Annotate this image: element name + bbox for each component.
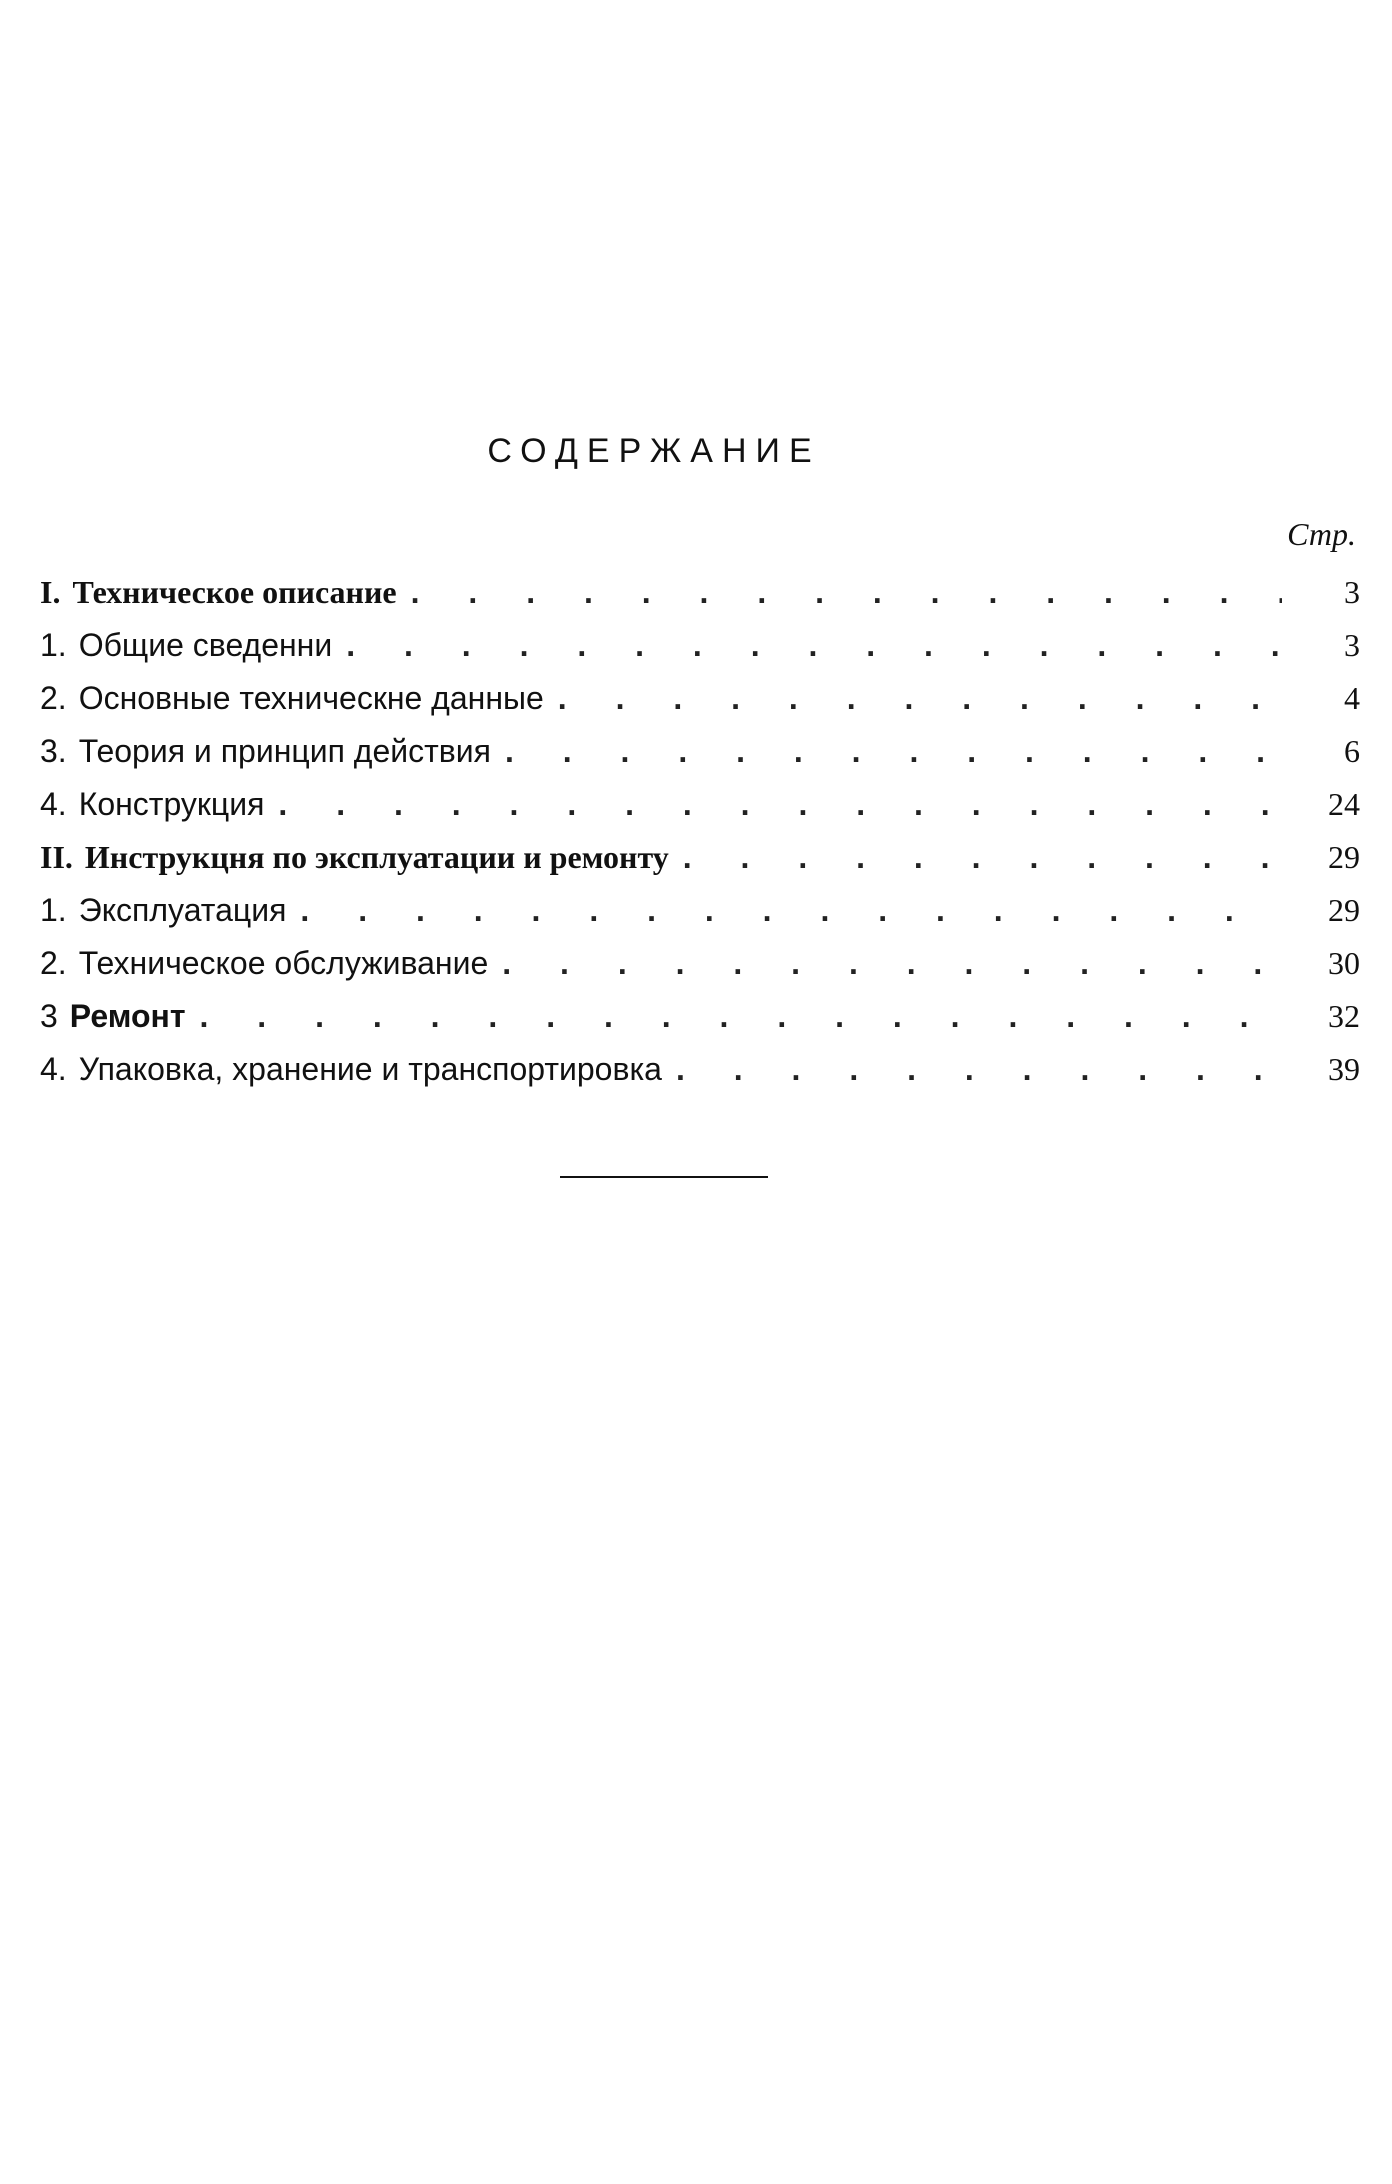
toc-entry [40, 990, 1360, 1043]
toc-entry [40, 725, 1360, 778]
toc-entry-label: Теория и принцип действия [78, 733, 491, 769]
toc-entry-page: 6 [1344, 733, 1360, 769]
toc-entry-page: 29 [1328, 839, 1360, 875]
toc-entry-label: Конструкция [78, 786, 265, 822]
toc-entry-page: 3 [1344, 627, 1360, 663]
toc-dot-leader [346, 619, 1282, 672]
toc-entry-label: Упаковка, хранение и транспортировка [78, 1051, 662, 1087]
toc-entry-number: 4. [40, 786, 67, 822]
toc-entry-number: II. [40, 839, 73, 875]
toc-dot-leader [411, 566, 1282, 619]
toc-entry [40, 1043, 1360, 1096]
toc-entry-page: 24 [1328, 786, 1360, 822]
toc-dot-leader [200, 990, 1282, 1043]
closing-rule [560, 1176, 768, 1178]
toc-entry [40, 619, 1360, 672]
toc-entry-label: Ремонт [69, 998, 186, 1034]
toc-entry-page: 30 [1328, 945, 1360, 981]
toc-entry-page: 32 [1328, 998, 1360, 1034]
toc-entry-number: 1. [40, 627, 67, 663]
toc-dot-leader [502, 937, 1282, 990]
toc-title: СОДЕРЖАНИЕ [487, 432, 821, 470]
toc-entry-number: 3. [40, 733, 67, 769]
toc-dot-leader [676, 1043, 1282, 1096]
toc-entry-label: Общие сведенни [78, 627, 333, 663]
toc-entry-page: 3 [1344, 574, 1360, 610]
toc-entry-number: 3 [40, 998, 58, 1034]
toc-entry-label: Техническое описание [72, 574, 397, 610]
toc-entry [40, 884, 1360, 937]
toc-entry-number: 4. [40, 1051, 67, 1087]
toc-dot-leader [278, 778, 1282, 831]
toc-entry-label: Инструкцня по эксплуатации и ремонту [84, 839, 669, 875]
toc-entry [40, 937, 1360, 990]
toc-dot-leader [683, 831, 1282, 884]
toc-dot-leader [558, 672, 1282, 725]
toc-entry-page: 29 [1328, 892, 1360, 928]
toc-list [40, 566, 1360, 1096]
toc-entry-label: Эксплуатация [78, 892, 287, 928]
toc-dot-leader [300, 884, 1282, 937]
toc-entry-part-1 [40, 566, 1360, 619]
toc-entry-number: 1. [40, 892, 67, 928]
toc-entry-page: 4 [1344, 680, 1360, 716]
toc-entry-number: I. [40, 574, 61, 610]
toc-dot-leader [505, 725, 1282, 778]
toc-entry-label: Основные техническне данные [78, 680, 544, 716]
toc-entry [40, 778, 1360, 831]
toc-entry-label: Техническое обслуживание [78, 945, 489, 981]
toc-entry-number: 2. [40, 680, 67, 716]
toc-entry-page: 39 [1328, 1051, 1360, 1087]
toc-entry-number: 2. [40, 945, 67, 981]
toc-entry [40, 672, 1360, 725]
toc-entry-part-2 [40, 831, 1360, 884]
page-column-header: Стр. [1287, 516, 1356, 552]
